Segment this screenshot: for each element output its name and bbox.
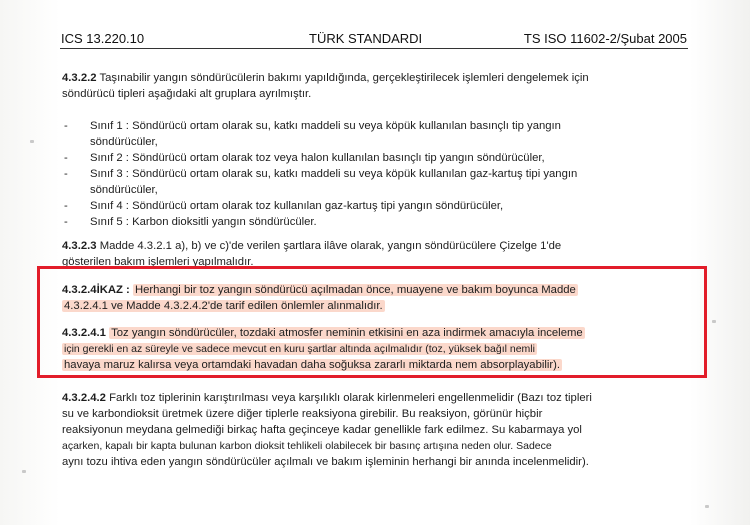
section-43242-line4: açarken, kapalı bir kapta bulunan karbon dioksit tehlikeli olabilecek bir basınç artışına neden olur. Sadece	[62, 440, 552, 452]
header-title: TÜRK STANDARDI	[309, 31, 423, 46]
warning-label: İKAZ :	[96, 284, 130, 296]
header-rule	[60, 48, 688, 49]
section-4322-line2: söndürücü tipleri aşağıdaki alt gruplara ayrılmıştır.	[62, 88, 312, 100]
section-4323-line1: 4.3.2.3 Madde 4.3.2.1 a), b) ve c)'de verilen şartlara ilâve olarak, yangın söndürücülere Çizelge 1'de	[62, 240, 562, 252]
section-43242-number: 4.3.2.4.2	[62, 392, 106, 404]
list-item-class1-cont: söndürücüler,	[90, 136, 158, 148]
list-item-class5: Sınıf 5 : Karbon dioksitli yangın söndürücüler.	[90, 216, 317, 228]
list-bullet: -	[64, 120, 68, 132]
section-4323-line2: gösterilen bakım işlemleri yapılmalıdır.	[62, 256, 254, 268]
scan-speck	[705, 505, 709, 508]
list-item-class1: Sınıf 1 : Söndürücü ortam olarak su, katkı maddeli su veya köpük kullanılan basınçlı tip yangın	[90, 120, 561, 132]
header-ics-code: ICS 13.220.10	[61, 31, 145, 46]
list-bullet: -	[64, 200, 68, 212]
scan-speck	[712, 320, 716, 323]
list-item-class2: Sınıf 2 : Söndürücü ortam olarak toz veya halon kullanılan basınçlı tip yangın söndürücüler,	[90, 152, 545, 164]
section-43242-line5: aynı tozu ihtiva eden yangın söndürücüler açılmalı ve bakım işleminin herhangi bir anında incelenmelidir).	[62, 456, 589, 468]
section-4324-line1: 4.3.2.4İKAZ : Herhangi bir toz yangın söndürücü açılmadan önce, muayene ve bakım boyunca Madde	[62, 284, 576, 296]
section-4323-number: 4.3.2.3	[62, 240, 97, 252]
list-item-class4: Sınıf 4 : Söndürücü ortam olarak toz kullanılan gaz-kartuş tipi yangın söndürücüler,	[90, 200, 504, 212]
header-standard-number: TS ISO 11602-2/Şubat 2005	[523, 31, 687, 46]
section-43242-line1: 4.3.2.4.2 Farklı toz tiplerinin karıştırılması veya karşılıklı olarak kirlenmeleri engellenmelidir (Bazı toz tipleri	[62, 392, 592, 404]
list-item-class3-cont: söndürücüler,	[90, 184, 158, 196]
section-4324-number: 4.3.2.4	[62, 284, 97, 296]
section-43241-line2: için gerekli en az süreyle ve sadece mevcut en kuru şartlar altında açılmalıdır (toz, yüksek bağıl nemli	[64, 343, 535, 355]
section-4324-line2: 4.3.2.4.1 ve Madde 4.3.2.4.2'de tarif edilen önlemler alınmalıdır.	[64, 300, 383, 312]
list-bullet: -	[64, 168, 68, 180]
section-4322-number: 4.3.2.2	[62, 72, 97, 84]
scan-speck	[30, 140, 34, 143]
list-bullet: -	[64, 216, 68, 228]
section-43242-line3: reaksiyonun meydana gelmediği birkaç hafta geçinceye kadar genellikle fark edilmez. Su kabarmaya yol	[62, 424, 582, 436]
section-4322-line1: 4.3.2.2 Taşınabilir yangın söndürücülerin bakımı yapıldığında, gerçekleştirilecek işlemleri dengelemek için	[62, 72, 589, 84]
section-43241-line3: havaya maruz kalırsa veya ortamdaki havadan daha soğuksa zararlı miktarda nem absorplayabilir).	[64, 359, 561, 371]
section-43242-line2: su ve karbondioksit üretmek üzere diğer tiplerle reaksiyona girebilir. Bu reaksiyon, görünür hiçbir	[62, 408, 543, 420]
section-43241-number: 4.3.2.4.1	[62, 327, 106, 339]
list-item-class3: Sınıf 3 : Söndürücü ortam olarak su, katkı maddeli su veya köpük kullanılan gaz-kartuş tipi yangın	[90, 168, 578, 180]
section-43241-line1: 4.3.2.4.1 Toz yangın söndürücüler, tozdaki atmosfer neminin etkisini en aza indirmek amacıyla inceleme	[62, 327, 583, 339]
scan-speck	[22, 470, 26, 473]
list-bullet: -	[64, 152, 68, 164]
